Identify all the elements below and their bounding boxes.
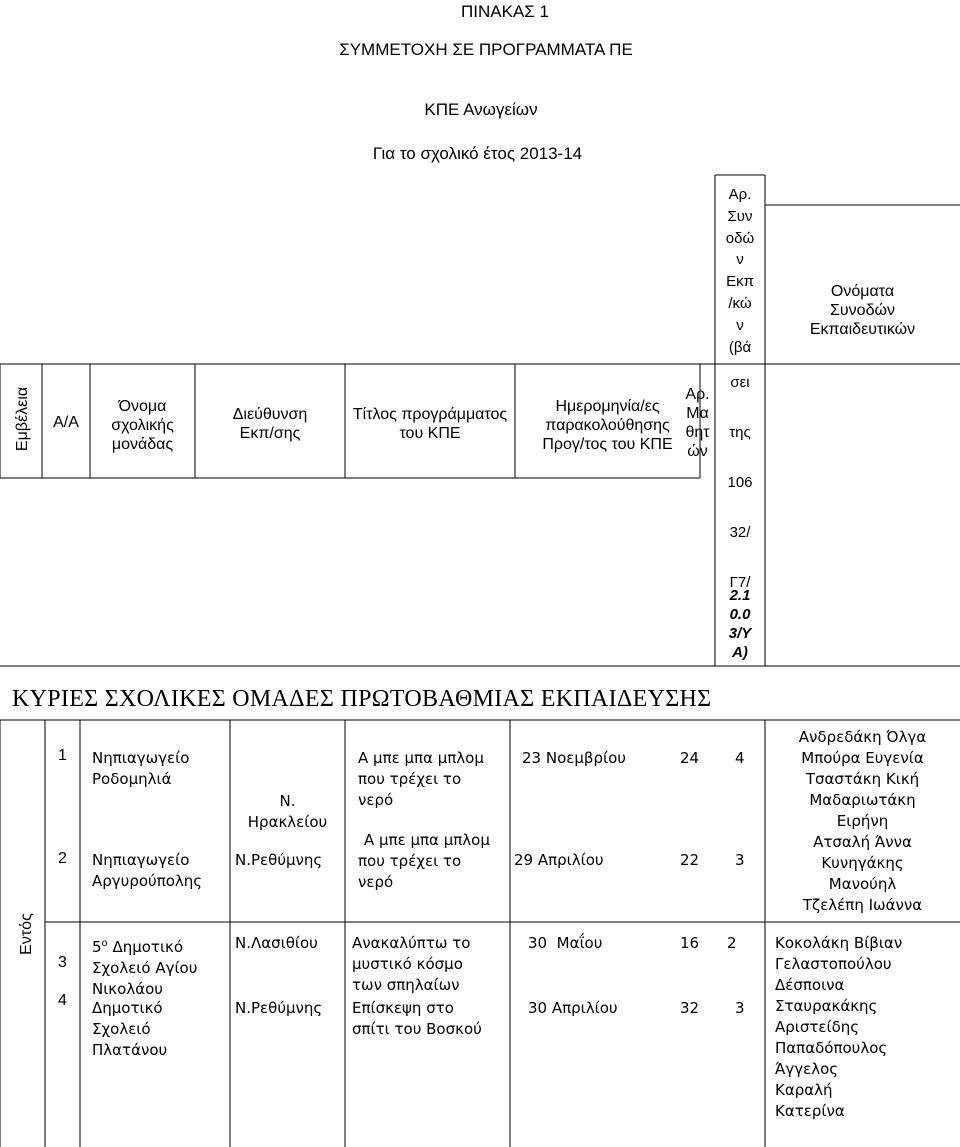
names-rows-3-4: Κοκολάκη Βίβιαν Γελαστοπούλου Δέσποινα Σταυρακάκης Αριστείδης Παπαδόπουλος Άγγελος Καραλή Κατερίνα [775,934,903,1120]
center-name: ΚΠΕ Ανωγείων [424,100,538,119]
header-teachers-legal-ref-italic: 2.1 0.0 3/Υ Α) [728,587,752,661]
row-3-teachers: 2 [727,934,737,952]
header-date: Ημερομηνία/ες παρακολούθησης Προγ/τος του ΚΠΕ [542,398,673,453]
row-4-address: Ν.Ρεθύμνης [235,999,323,1017]
header-school: Όνομα σχολικής μονάδας [111,398,174,453]
header-teacher-names: Ονόματα Συνοδών Εκπαιδευτικών [809,283,916,338]
header-teachers-legal-ref: σει της 106 32/ Γ7/ [727,374,753,591]
row-2-address: Ν.Ρεθύμνης [235,851,323,869]
row-1-address: Ν. Ηρακλείου [247,792,328,831]
row-2-school: Νηπιαγωγείο Αργυρούπολης [92,851,203,890]
names-rows-1-2: Ανδρεδάκη Όλγα Μπούρα Ευγενία Τσαστάκη Κική Μαδαριωτάκη Ειρήνη Ατσαλή Άννα Κυνηγάκης Μανούηλ Τζελέπη Ιωάννα [798,728,927,914]
table-number: ΠΙΝΑΚΑΣ 1 [461,2,549,21]
entos-label: Εντός [18,913,35,955]
row-4-program: Επίσκεψη στο σπίτι του Βοσκού [352,999,482,1038]
row-1-date: 23 Νοεμβρίου [522,749,626,767]
document-subject: ΣΥΜΜΕΤΟΧΗ ΣΕ ΠΡΟΓΡΑΜΜΑΤΑ ΠΕ [339,40,633,59]
row-1-aa: 1 [58,747,67,764]
row-1-school: Νηπιαγωγείο Ροδομηλιά [92,749,190,788]
row-2-students: 22 [680,851,700,869]
row-4-school: Δημοτικό Σχολειό Πλατάνου [92,999,168,1059]
header-address: Διεύθυνση Εκπ/σης [232,406,308,442]
row-1-students: 24 [680,749,700,767]
row-4-date: 30 Απριλίου [528,999,618,1017]
row-2-program: Α μπε μπα μπλομ που τρέχει το νερό [358,831,490,891]
header-aa: Α/Α [53,414,79,431]
header-students: Αρ. Μα θητ ών [685,386,710,460]
row-2-date: 29 Απριλίου [514,851,604,869]
row-2-teachers: 3 [735,851,745,869]
row-3-program: Ανακαλύπτω το μυστικό κόσμο των σπηλαίων [352,934,471,994]
row-3-date: 30 Μαΐου [528,934,603,952]
section-title: ΚΥΡΙΕΣ ΣΧΟΛΙΚΕΣ ΟΜΑΔΕΣ ΠΡΩΤΟΒΑΘΜΙΑΣ ΕΚΠΑΙΔΕΥΣΗΣ [12,686,712,712]
row-3-students: 16 [680,934,700,952]
row-3-school: $5^o$ Δημοτικό Σχολειό Αγίου Νικολάου [92,938,198,998]
row-1-teachers: 4 [735,749,745,767]
row-4-aa: 4 [58,992,67,1009]
row-4-students: 32 [680,999,700,1017]
row-4-teachers: 3 [735,999,745,1017]
header-embeleia: Εμβέλεια [14,386,31,452]
row-3-address: Ν.Λασιθίου [235,934,318,952]
header-teachers-count: Αρ. Συν οδώ ν Εκπ /κώ ν (βά [725,186,755,356]
row-3-aa: 3 [58,954,67,971]
school-year: Για το σχολικό έτος 2013-14 [372,144,583,163]
header-program: Τίτλος προγράμματος του ΚΠΕ [352,406,508,442]
row-1-program: Α μπε μπα μπλομ που τρέχει το νερό [358,749,484,809]
row-2-aa: 2 [58,850,67,867]
